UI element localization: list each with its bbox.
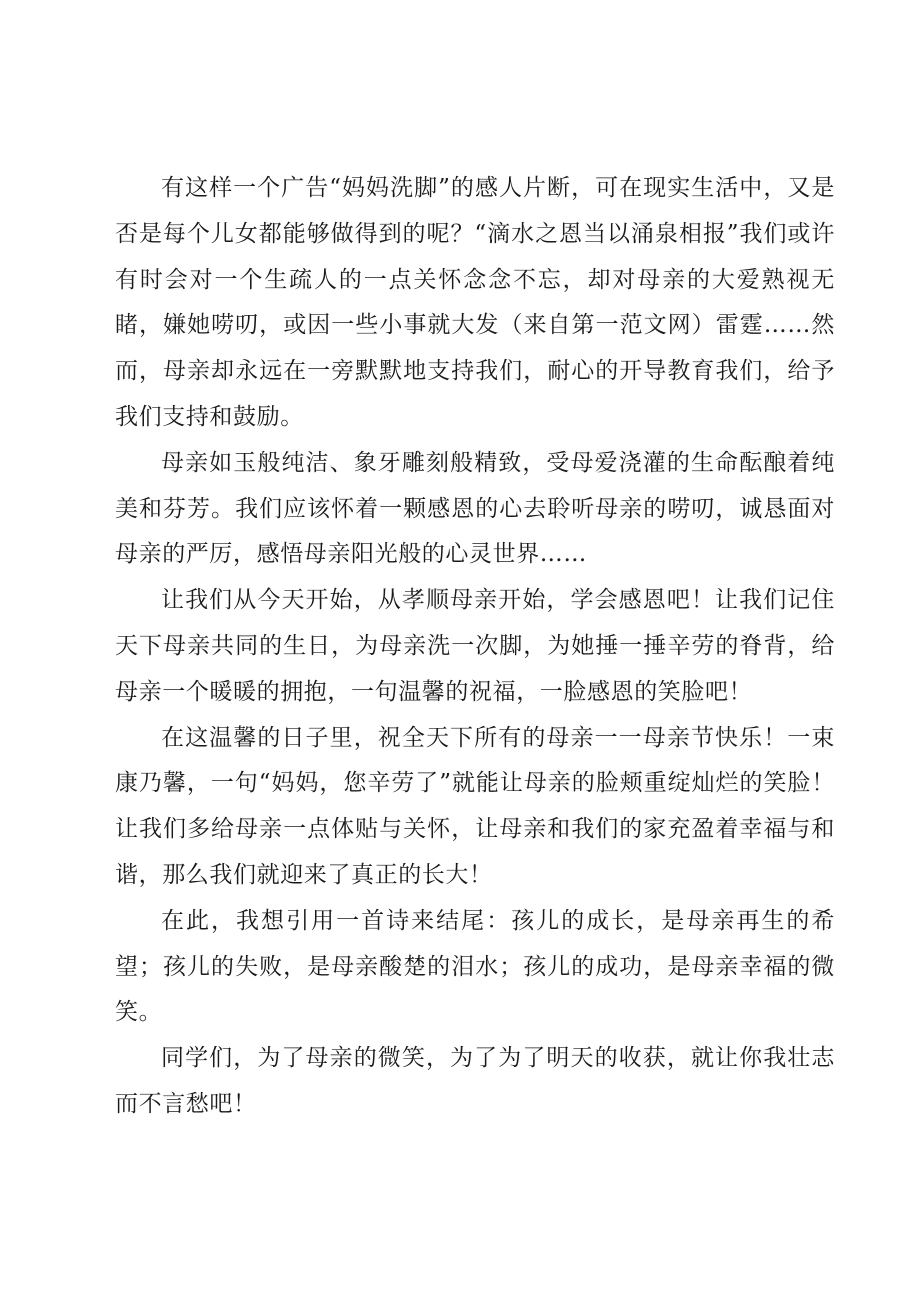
- paragraph: 让我们从今天开始，从孝顺母亲开始，学会感恩吧！让我们记住天下母亲共同的生日，为母亲洗一次脚，为她捶一捶辛劳的脊背，给母亲一个暖暖的拥抱，一句温馨的祝福，一脸感恩的笑脸吧！: [115, 587, 835, 705]
- paragraph: 在此，我想引用一首诗来结尾：孩儿的成长，是母亲再生的希望；孩儿的失败，是母亲酸楚的泪水；孩儿的成功，是母亲幸福的微笑。: [115, 907, 835, 1026]
- paragraph: 母亲如玉般纯洁、象牙雕刻般精致，受母爱浇灌的生命酝酿着纯美和芬芳。我们应该怀着一颗感恩的心去聆听母亲的唠叨，诚恳面对母亲的严厉，感悟母亲阳光般的心灵世界……: [115, 449, 835, 568]
- paragraph: 在这温馨的日子里，祝全天下所有的母亲一一母亲节快乐！一束康乃馨，一句“妈妈，您辛劳了”就能让母亲的脸颊重绽灿烂的笑脸！让我们多给母亲一点体贴与关怀，让母亲和我们的家充盈着幸福与和谐，那么我们就迎来了真正的长大！: [115, 724, 835, 888]
- paragraph: 同学们，为了母亲的微笑，为了为了明天的收获，就让你我壮志而不言愁吧！: [115, 1045, 835, 1117]
- paragraph: 有这样一个广告“妈妈洗脚”的感人片断，可在现实生活中，又是否是每个儿女都能够做得到的呢？“滴水之恩当以涌泉相报”我们或许有时会对一个生疏人的一点关怀念念不忘，却对母亲的大爱熟视无睹，嫌她唠叨，或因一些小事就大发（来自第一范文网）雷霆……然而，母亲却永远在一旁默默地支持我们，耐心的开导教育我们，给予我们支持和鼓励。: [115, 175, 835, 430]
- document-page: [115, 166, 835, 1128]
